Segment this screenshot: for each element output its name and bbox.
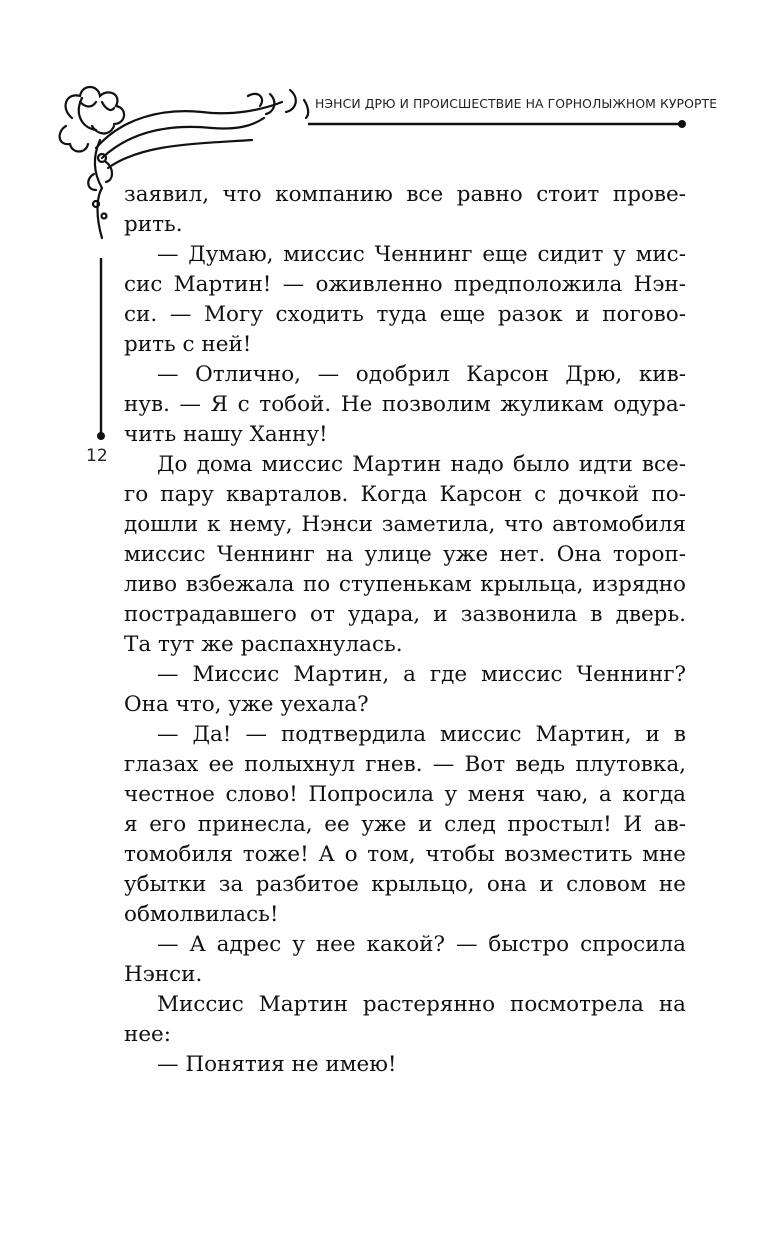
text-line: си. — Могу сходить туда еще разок и погово-	[124, 302, 686, 327]
text-line: заявил, что компанию все равно стоит прове-	[124, 182, 686, 207]
text-line: нее:	[124, 1022, 172, 1047]
paragraph	[124, 660, 686, 720]
paragraph	[124, 180, 686, 240]
text-line: миссис Ченнинг на улице уже нет. Она тороп-	[124, 542, 686, 567]
text-line: До дома миссис Мартин надо было идти все-	[157, 452, 686, 477]
running-header-title: НЭНСИ ДРЮ И ПРОИСШЕСТВИЕ НА ГОРНОЛЫЖНОМ КУРОРТЕ	[315, 96, 718, 111]
text-line: — Да! — подтвердила миссис Мартин, и в	[157, 722, 686, 747]
text-line: — Понятия не имею!	[157, 1052, 397, 1077]
text-line: нув. — Я с тобой. Не позволим жуликам одура-	[124, 392, 686, 417]
text-line: — Миссис Мартин, а где миссис Ченнинг?	[157, 662, 686, 687]
text-line: Она что, уже уехала?	[124, 692, 369, 717]
paragraph	[124, 930, 686, 990]
text-line: глазах ее полыхнул гнев. — Вот ведь плутовка,	[124, 752, 686, 777]
text-line: — Думаю, миссис Ченнинг еще сидит у мис-	[157, 242, 686, 267]
text-line: Та тут же распахнулась.	[124, 632, 403, 657]
text-line: рить с ней!	[124, 332, 252, 357]
body-text	[124, 180, 686, 1080]
paragraph	[124, 1050, 686, 1080]
text-line: я его принесла, ее уже и след простыл! И ав-	[124, 812, 686, 837]
text-line: го пару кварталов. Когда Карсон с дочкой по-	[124, 482, 686, 507]
text-line: томобиля тоже! А о том, чтобы возместить мне	[124, 842, 686, 867]
text-line: ливо взбежала по ступенькам крыльца, изрядно	[124, 572, 686, 597]
text-line: пострадавшего от удара, и зазвонила в дверь.	[124, 602, 686, 627]
text-line: сис Мартин! — оживленно предположила Нэн-	[124, 272, 686, 297]
paragraph	[124, 240, 686, 360]
text-line: убытки за разбитое крыльцо, она и словом не	[124, 872, 686, 897]
text-line: Нэнси.	[124, 962, 203, 987]
text-line: — Отлично, — одобрил Карсон Дрю, кив-	[157, 362, 686, 387]
text-line: Миссис Мартин растерянно посмотрела на	[157, 992, 686, 1017]
text-line: обмолвилась!	[124, 902, 279, 927]
paragraph	[124, 450, 686, 660]
paragraph	[124, 720, 686, 930]
page-number: 12	[86, 446, 108, 466]
paragraph	[124, 990, 686, 1050]
text-line: — А адрес у нее какой? — быстро спросила	[157, 932, 686, 957]
text-line: дошли к нему, Нэнси заметила, что автомобиля	[124, 512, 686, 537]
text-line: чить нашу Ханну!	[124, 422, 328, 447]
paragraph	[124, 360, 686, 450]
text-line: честное слово! Попросила у меня чаю, а когда	[124, 782, 686, 807]
text-line: рить.	[124, 212, 183, 237]
